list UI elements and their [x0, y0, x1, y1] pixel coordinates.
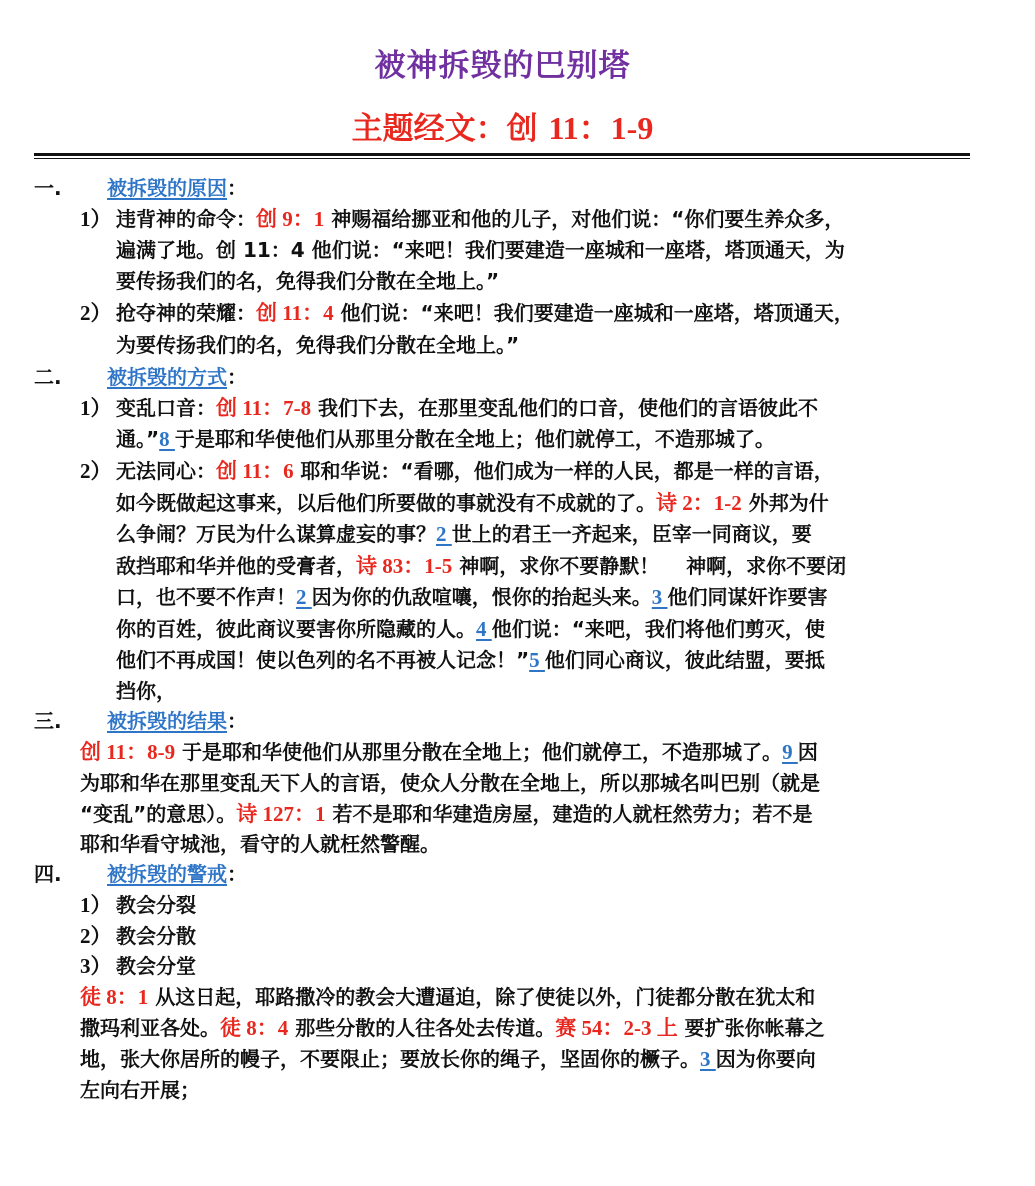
scripture-text: 世上的君王一齐起来，臣宰一同商议，要 [451, 522, 812, 546]
scripture-text: 那些分散的人往各处去传道。 [288, 1016, 556, 1040]
heading-colon: ： [227, 176, 247, 200]
scripture-text: 因 [797, 740, 818, 764]
scripture-reference: 诗 2：1-2 [656, 491, 742, 515]
scripture-text-line: 挡你， [116, 679, 176, 703]
scripture-text-line [116, 614, 825, 645]
item-label: 无法同心： [116, 459, 216, 483]
scripture-text: 他们说：“来吧，我们将他们剪灭，使 [491, 617, 825, 641]
heading-colon: ： [227, 862, 247, 886]
list-item-number: 2） [80, 924, 112, 948]
section-heading-link[interactable]: 被拆毁的警戒 [107, 862, 227, 886]
scripture-text-line [80, 1044, 816, 1075]
scripture-text: 于是耶和华使他们从那里分散在全地上；他们就停工，不造那城了。 [174, 427, 775, 451]
scripture-reference: 创 11：4 [256, 301, 334, 325]
scripture-text-line [116, 519, 812, 550]
theme-scripture-prefix: 主题经文：创 [351, 111, 549, 147]
verse-link[interactable]: 3 [700, 1047, 716, 1071]
scripture-text-line: 为耶和华在那里变乱天下人的言语，使众人分散在全地上，所以那城名叫巴别（就是 [80, 771, 820, 795]
section-heading-link[interactable]: 被拆毁的结果 [107, 709, 227, 733]
scripture-reference: 创 11：6 [216, 459, 294, 483]
scripture-reference: 诗 83：1-5 [356, 554, 453, 578]
document-title: 被神拆毁的巴别塔 [374, 48, 631, 84]
list-item-number: 2） [80, 301, 112, 325]
section-heading-result [107, 706, 247, 737]
item-label: 变乱口音： [116, 396, 216, 420]
section-heading-reasons [107, 173, 247, 204]
heading-colon: ： [227, 709, 247, 733]
list-item-number: 1） [80, 207, 112, 231]
scripture-text-line [116, 424, 775, 455]
scripture-text-line: 要传扬我们的名，免得我们分散在全地上。” [116, 269, 500, 293]
list-item-text [116, 456, 834, 487]
scripture-text-line: 为要传扬我们的名，免得我们分散在全地上。” [116, 333, 520, 357]
heading-colon: ： [227, 365, 247, 389]
list-item-text: 教会分裂 [116, 893, 196, 917]
scripture-text: 因为你的仇敌喧嚷，恨你的抬起头来。 [311, 585, 652, 609]
scripture-text: 他们同心商议，彼此结盟，要抵 [544, 648, 825, 672]
scripture-reference: 赛 54：2-3 上 [555, 1016, 678, 1040]
scripture-text: 他们不再成国！使以色列的名不再被人记念！” [116, 648, 530, 672]
section-heading-link[interactable]: 被拆毁的方式 [107, 365, 227, 389]
verse-link[interactable]: 2 [436, 522, 452, 546]
section-heading-method [107, 362, 247, 393]
scripture-text: 敌挡耶和华并他的受膏者， [116, 554, 356, 578]
list-item-text [116, 204, 844, 235]
scripture-text: 我们下去，在那里变乱他们的口音，使他们的言语彼此不 [311, 396, 819, 420]
item-label: 违背神的命令： [116, 207, 256, 231]
header-divider-thick [34, 153, 970, 156]
theme-scripture [0, 106, 1005, 151]
scripture-text: 外邦为什 [741, 491, 829, 515]
scripture-text-line [116, 488, 829, 519]
scripture-text: 从这日起，耶路撒冷的教会大遭逼迫，除了使徒以外，门徒都分散在犹太和 [148, 985, 816, 1009]
scripture-reference: 诗 127：1 [236, 802, 326, 826]
scripture-reference: 创 11：8-9 [80, 740, 176, 764]
section-number: 四. [34, 862, 62, 886]
list-item-text: 教会分堂 [116, 954, 196, 978]
scripture-text-line [80, 737, 818, 768]
scripture-text: 如今既做起这事来，以后他们所要做的事就没有不成就的了。 [116, 491, 656, 515]
section-heading-link[interactable]: 被拆毁的原因 [107, 176, 227, 200]
scripture-text-line: 左向右开展； [80, 1078, 200, 1102]
theme-scripture-ref: 11：1-9 [548, 110, 654, 146]
list-item-text [116, 393, 818, 424]
scripture-text-line [116, 582, 828, 613]
scripture-text: 他们说：“来吧！我们要建造一座城和一座塔，塔顶通天， [333, 301, 854, 325]
scripture-text-line [80, 1013, 825, 1044]
header-divider-thin [34, 158, 970, 159]
scripture-text: 若不是耶和华建造房屋，建造的人就枉然劳力；若不是 [325, 802, 813, 826]
section-number: 二. [34, 365, 62, 389]
scripture-text: 于是耶和华使他们从那里分散在全地上；他们就停工，不造那城了。 [175, 740, 783, 764]
scripture-text: 他们同谋奸诈要害 [667, 585, 828, 609]
verse-link[interactable]: 2 [296, 585, 312, 609]
scripture-text-line: 耶和华看守城池，看守的人就枉然警醒。 [80, 832, 440, 856]
list-item-number: 3） [80, 954, 112, 978]
scripture-text-line [80, 799, 813, 830]
scripture-text: 地，张大你居所的幔子，不要限止；要放长你的绳子，坚固你的橛子。 [80, 1047, 700, 1071]
scripture-text-line [116, 645, 825, 676]
list-item-number: 1） [80, 396, 112, 420]
verse-link[interactable]: 8 [159, 427, 175, 451]
verse-link[interactable]: 4 [476, 617, 492, 641]
list-item-text [116, 298, 854, 329]
scripture-text: 神啊，求你不要静默！ 神啊，求你不要闭 [452, 554, 847, 578]
scripture-text-line [80, 982, 815, 1013]
scripture-reference: 创 9：1 [256, 207, 325, 231]
scripture-text: 要扩张你帐幕之 [677, 1016, 825, 1040]
scripture-text: 通。” [116, 427, 160, 451]
scripture-reference: 徒 8：1 [80, 985, 149, 1009]
scripture-text: 么争闹？万民为什么谋算虚妄的事？ [116, 522, 436, 546]
scripture-text: 神赐福给挪亚和他的儿子，对他们说：“你们要生养众多， [324, 207, 845, 231]
verse-link[interactable]: 9 [782, 740, 798, 764]
scripture-reference: 徒 8：4 [220, 1016, 289, 1040]
scripture-text-line: 遍满了地。创 11：4 他们说：“来吧！我们要建造一座城和一座塔，塔顶通天，为 [116, 238, 845, 262]
scripture-text-line [116, 551, 846, 582]
scripture-text: 因为你要向 [715, 1047, 816, 1071]
scripture-text: 口，也不要不作声！ [116, 585, 296, 609]
list-item-number: 1） [80, 893, 112, 917]
scripture-text: 你的百姓，彼此商议要害你所隐藏的人。 [116, 617, 476, 641]
scripture-text: 耶和华说：“看哪，他们成为一样的人民，都是一样的言语， [293, 459, 834, 483]
section-heading-warning [107, 859, 247, 890]
scripture-text: 撒玛利亚各处。 [80, 1016, 220, 1040]
list-item-text: 教会分散 [116, 924, 196, 948]
section-number: 三. [34, 709, 62, 733]
scripture-text: “变乱”的意思）。 [80, 802, 237, 826]
scripture-reference: 创 11：7-8 [216, 396, 312, 420]
verse-link[interactable]: 3 [651, 585, 668, 609]
list-item-number: 2） [80, 459, 112, 483]
item-label: 抢夺神的荣耀： [116, 301, 256, 325]
section-number: 一. [34, 176, 62, 200]
verse-link[interactable]: 5 [529, 648, 545, 672]
